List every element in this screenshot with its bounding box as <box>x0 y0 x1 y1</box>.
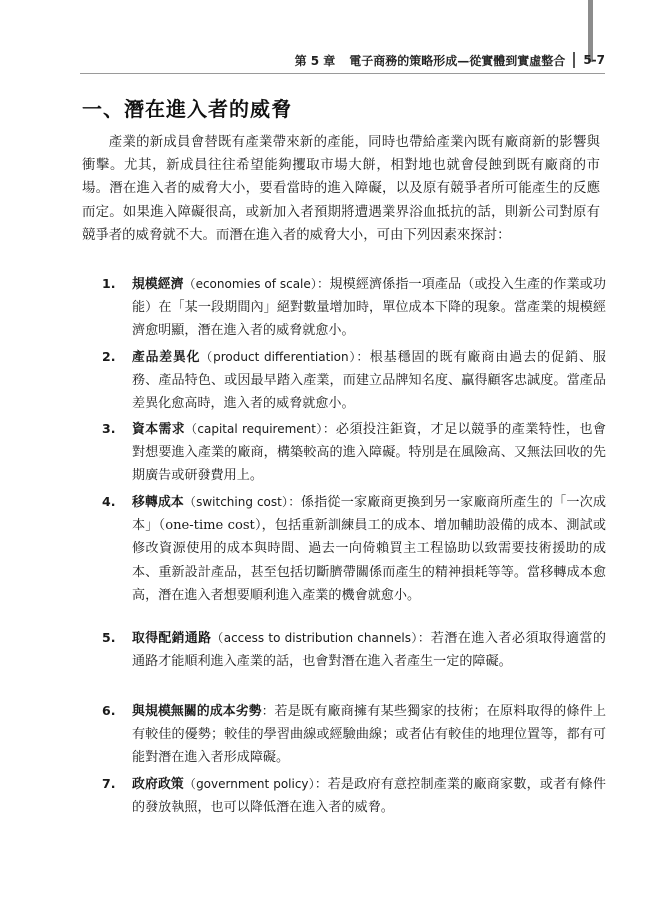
item-body <box>132 699 606 770</box>
item-term: 產品差異化 <box>132 350 201 365</box>
item-term-english: （capital requirement） <box>184 422 323 436</box>
list-item <box>102 417 607 488</box>
item-number: 6. <box>102 703 116 718</box>
item-colon: ： <box>288 494 301 509</box>
list-item <box>102 626 607 673</box>
item-number: 4. <box>102 494 116 509</box>
intro-paragraph: 產業的新成員會替既有產業帶來新的產能，同時也帶給產業內既有廠商新的影響與衝擊。尤其，新成員往往希望能夠攫取市場大餅，相對地也就會侵蝕到既有廠商的市場。潛在進入者的威脅大小，要看當時的進入障礙，以及原有競爭者所可能產生的反應而定。如果進入障礙很高，或新加入者預期將遭遇業界浴血抵抗的話，則新公司對原有競爭者的威脅就不大。而潛在進入者的威脅大小，可由下列因素來探討： <box>82 135 600 243</box>
list-item <box>102 699 606 770</box>
item-term-english: （switching cost） <box>183 495 289 509</box>
page-number: 5-7 <box>583 53 605 67</box>
item-colon: ： <box>417 630 431 645</box>
item-text: 必須投注鉅資，才足以競爭的產業特性，也會對想要進入產業的廠商，構築較高的進入障礙。特別是在風險高、又無法回收的先期廣告或研發費用上。 <box>132 422 607 484</box>
item-term: 資本需求 <box>132 422 185 437</box>
item-colon: ： <box>322 421 336 436</box>
item-body <box>132 417 606 488</box>
item-text: 若是政府有意控制產業的廠商家數，或者有條件的發放執照，也可以降低潛在進入者的威脅。 <box>132 777 607 816</box>
item-term: 政府政策 <box>132 777 184 792</box>
item-text: 規模經濟係指一項產品（或投入生產的作業或功能）在「某一段期間內」絕對數量增加時，單位成本下降的現象。當產業的規模經濟愈明顯，潛在進入者的威脅就愈小。 <box>132 277 607 339</box>
item-body <box>132 772 606 819</box>
item-number: 1. <box>102 276 116 291</box>
item-term-english: （access to distribution channels） <box>211 631 418 645</box>
item-body <box>132 345 606 416</box>
item-term: 規模經濟 <box>132 277 184 292</box>
item-term: 移轉成本 <box>132 495 184 510</box>
item-colon: ： <box>314 776 328 791</box>
item-number: 2. <box>102 349 116 364</box>
item-number: 3. <box>102 421 116 436</box>
item-term-english: （product differentiation） <box>200 350 357 364</box>
list-item <box>102 345 607 416</box>
item-body <box>132 490 606 607</box>
chapter-label: 第 5 章 <box>294 53 336 68</box>
item-term-english: （government policy） <box>183 777 315 791</box>
item-number: 5. <box>102 630 116 645</box>
section-title: 一、潛在進入者的威脅 <box>82 97 292 121</box>
list-item <box>102 772 607 819</box>
item-text: 係指從一家廠商更換到另一家廠商所產生的「一次成本」（one-time cost），包括重新訓練員工的成本、增加輔助設備的成本、測試或修改資源使用的成本與時間、過去一向倚賴買主工程協助以致需要技術援助的成本、重新設計產品，甚至包括切斷臍帶關係而產生的精神損耗等等。當移轉成本愈高，潛在進入者想要順利進入產業的機會就愈小。 <box>132 495 606 603</box>
header-rule <box>80 73 605 74</box>
item-number: 7. <box>102 776 116 791</box>
running-header <box>260 48 605 72</box>
item-term: 與規模無關的成本劣勢 <box>132 704 262 719</box>
item-colon: ： <box>261 703 275 718</box>
item-text: 若潛在進入者必須取得適當的通路才能順利進入產業的話，也會對潛在進入者產生一定的障礙。 <box>132 631 607 670</box>
list-item <box>102 490 606 607</box>
item-colon: ： <box>316 276 330 291</box>
list-item <box>102 272 607 343</box>
header-separator <box>573 52 575 68</box>
item-text: 若是既有廠商擁有某些獨家的技術；在原料取得的條件上有較佳的優勢；較佳的學習曲線或經驗曲線；或者佔有較佳的地理位置等，都有可能對潛在進入者形成障礙。 <box>132 704 606 766</box>
item-text: 根基穩固的既有廠商由過去的促銷、服務、產品特色、或因最早踏入產業，而建立品牌知名度、贏得顧客忠誠度。當產品差異化愈高時，進入者的威脅就愈小。 <box>132 350 607 412</box>
item-term: 取得配銷通路 <box>132 631 212 646</box>
item-body <box>132 272 606 343</box>
item-term-english: （economies of scale） <box>183 277 317 291</box>
item-body <box>132 626 606 673</box>
chapter-title: 電子商務的策略形成—從實體到實虛整合 <box>349 53 566 68</box>
item-colon: ： <box>356 349 370 364</box>
